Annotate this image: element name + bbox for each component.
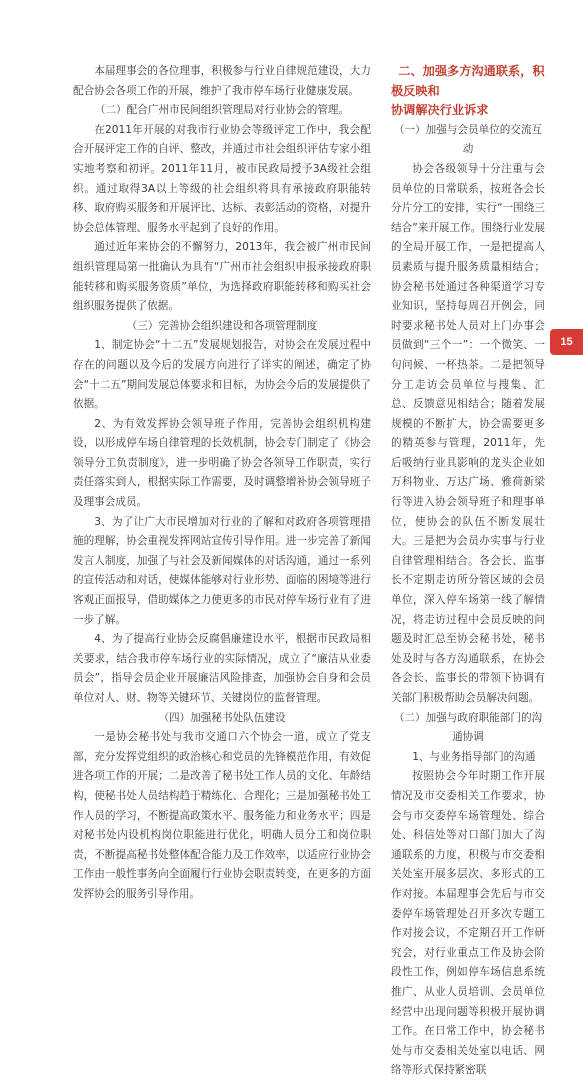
paragraph: 按照协会今年时期工作开展情况及市交委相关工作要求，协会与市交委停车场管理处、综合处、科信处等对口部门加大了沟通联系的力度，积极与市交委相关处室开展多层次、多形式的工作对接。本届理事会先后与市交委停车场管理处召开多次专题工作对接会议，不定期召开工作研究会，对行业重点工作及协会阶段性工作，例如停车场信息系统推广、从业人员培训、会员单位经营中出现问题等积极开展协调工作。在日常工作中，协会秘书处与市交委相关处室以电话、网络等形式保持紧密联 xyxy=(391,770,545,1077)
paragraph: 协会各级领导十分注重与会员单位的日常联系，按班各会长分片分工的安排，实行“一围绕三结合”来开展工作。围绕行业发展的全局开展工作，一是把提高人员素质与提升服务质量相结合；协会秘书处通过各种渠道学习专业知识，坚持每周召开例会，同时要求秘书处人员对上门办事会员做到“三个一”：一个微笑、一句问候、一杯热茶。二是把领导分工走访会员单位与搜集、汇总、反馈意见相结合；随着发展规模的不断扩大，协会需要更多的精英参与管理，2011年，先后吸纳行业具影响的龙头企业如万科物业、万达广场、雅荷新梁行等进入协会领导班子和理事单位，使协会的队伍不断发展壮大。三是把为会员办实事与行业自律管理相结合。各会长、监事长不定期走访所分管区域的会员单位，深入停车场第一线了解情况，将走访过程中会员反映的问题及时汇总至协会秘书处，秘书处及时与各方沟通联系，在协会各会长、监事长的带领下协调有关部门积极帮助会员解决问题。 xyxy=(391,162,545,704)
subsection-heading-4: （四）加强秘书处队伍建设 xyxy=(158,711,286,724)
paragraph: 4、为了提高行业协会反腐倡廉建设水平，根据市民政局相关要求，结合我市停车场行业的实际情况，成立了“廉洁从业委员会”，指导会员企业开展廉洁风险排查，加强协会自身和会员单位对人、财、物等关键环节、关键岗位的监督管理。 xyxy=(73,633,371,704)
subsection-heading-2: （二）配合广州市民间组织管理局对行业协会的管理。 xyxy=(94,104,350,117)
subsection-heading-r1: （一）加强与会员单位的交流互动 xyxy=(393,123,543,156)
section-title xyxy=(391,62,545,121)
section-title-line-2: 协调解决行业诉求 xyxy=(391,103,489,118)
right-column xyxy=(391,62,545,1081)
left-column xyxy=(73,62,371,905)
paragraph: 通过近年来协会的不懈努力，2013年，我会被广州市民间组织管理局第一批确认为具有“广州市社会组织申报承接政府职能转移和购买服务资质”单位，为选择政府职能转移和购买社会组织服务提供了依据。 xyxy=(73,241,371,313)
subsection-heading-r2: （二）加强与政府职能部门的沟通协调 xyxy=(393,711,543,744)
section-title-line-1: 二、加强多方沟通联系，积极反映和 xyxy=(391,64,545,98)
paragraph: 一是协会秘书处与我市交通口六个协会一道，成立了党支部，充分发挥党组织的政治核心和党员的先锋模范作用，有效促进各项工作的开展；二是改善了秘书处工作人员的文化、年龄结构，使秘书处人员结构趋于精练化、合理化；三是加强秘书处工作人员的学习，不断提高政策水平、服务能力和业务水平；四是对秘书处内设机构岗位职能进行优化，明确人员分工和岗位职责，不断提高秘书处整体配合能力及工作效率，以适应行业协会工作由一般性事务向全面履行行业协会职责转变，在更多的方面发挥协会的服务引导作用。 xyxy=(73,731,371,900)
paragraph: 在2011年开展的对我市行业协会等级评定工作中，我会配合开展评定工作的自评、整改，并通过市社会组织评估专家小组实地考察和初评。2011年11月，被市民政局授予3A级社会组织。通过取得3A以上等级的社会组织将具有承接政府职能转移、取府购买服务和开展评比、达标、表彰活动的资格，对提升协会总体管理、服务水平起到了良好的作用。 xyxy=(73,123,371,234)
sub-item-heading: 1、与业务指导部门的沟通 xyxy=(412,750,536,763)
paragraph: 3、为了让广大市民增加对行业的了解和对政府各项管理措施的理解，协会重视发挥网站宣传引导作用。进一步完善了新闻发言人制度，加强了与社会及新闻媒体的对话沟通，通过一系列的宣传活动和对话，使媒体能够对行业形势、面临的困境等进行客观正面报导，借助媒体之力使更多的市民对停车场行业有了进一步了解。 xyxy=(73,515,371,626)
subsection-heading-3: （三）完善协会组织建设和各项管理制度 xyxy=(126,319,318,332)
intro-paragraph: 本届理事会的各位理事，积极参与行业自律规范建设，大力配合协会各项工作的开展，维护了我市停车场行业健康发展。 xyxy=(73,65,371,97)
paragraph: 1、制定协会“十二五”发展规划报告，对协会在发展过程中存在的问题以及今后的发展方向进行了详实的阐述，确定了协会“十二五”期间发展总体要求和目标，为协会今后的发展提供了依据。 xyxy=(73,339,371,411)
page-number: 15 xyxy=(550,329,583,355)
paragraph: 2、为有效发挥协会领导班子作用，完善协会组织机构建设，以形成停车场自律管理的长效机制，协会专门制定了《协会领导分工负责制度》，进一步明确了协会各领导工作职责，实行责任落实到人，根据实际工作需要，及时调整增补协会领导班子及理事会成员。 xyxy=(73,417,371,509)
